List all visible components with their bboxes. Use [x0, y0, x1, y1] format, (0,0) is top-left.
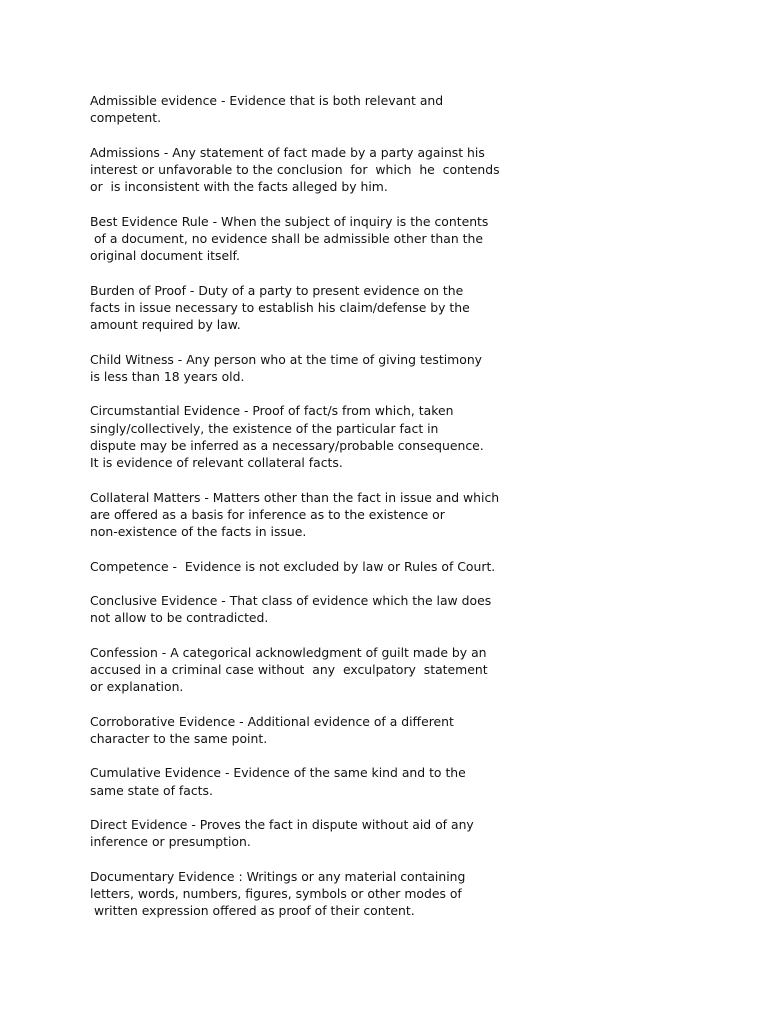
entry-text-line: non-existence of the facts in issue.	[90, 524, 307, 540]
entry-text-line: Child Witness - Any person who at the time of giving testimony	[90, 351, 483, 367]
entry-text-line: are offered as a basis for inference as to the existence or	[90, 506, 445, 522]
glossary-entry	[90, 351, 530, 386]
entry-text-line: Admissible evidence - Evidence that is both relevant and	[90, 93, 444, 108]
entry-text-line: dispute may be inferred as a necessary/probable consequence.	[90, 437, 484, 453]
entry-text-line: interest or unfavorable to the conclusion for which he contends	[90, 161, 500, 177]
entry-text-line: facts in issue necessary to establish his claim/defense by the	[90, 299, 470, 315]
entry-text-line: Competence - Evidence is not excluded by law or Rules of Court.	[90, 558, 496, 574]
entry-text-line: Confession - A categorical acknowledgment of guilt made by an	[90, 644, 487, 660]
entry-text-line: or is inconsistent with the facts alleged by him.	[90, 179, 388, 195]
entry-text-line: Documentary Evidence : Writings or any material containing	[90, 868, 466, 884]
glossary-entry	[90, 282, 530, 334]
entry-text-line: Cumulative Evidence - Evidence of the same kind and to the	[90, 765, 466, 781]
entry-text-line: Corroborative Evidence - Additional evidence of a different	[90, 713, 454, 729]
entry-text-line: singly/collectively, the existence of the particular fact in	[90, 420, 439, 436]
entry-text-line: original document itself.	[90, 248, 240, 264]
entry-text-line: Circumstantial Evidence - Proof of fact/s from which, taken	[90, 403, 454, 419]
entry-text-line: Collateral Matters - Matters other than the fact in issue and which	[90, 489, 500, 505]
entry-text-line: of a document, no evidence shall be admissible other than the	[90, 230, 483, 246]
glossary-entry	[90, 592, 530, 627]
glossary-entry	[90, 816, 530, 851]
entry-text-line: Best Evidence Rule - When the subject of inquiry is the contents	[90, 213, 489, 229]
glossary-entry	[90, 213, 530, 265]
glossary-entry	[90, 92, 530, 127]
entry-text-line: Burden of Proof - Duty of a party to present evidence on the	[90, 282, 464, 298]
entry-text-line: Conclusive Evidence - That class of evidence which the law does	[90, 592, 492, 608]
entry-text-line: amount required by law.	[90, 317, 241, 333]
entry-text-line: Admissions - Any statement of fact made by a party against his	[90, 144, 485, 160]
glossary-entry	[90, 644, 530, 696]
glossary-entries	[90, 92, 530, 937]
entry-text-line: competent.	[90, 110, 162, 126]
glossary-entry	[90, 764, 530, 799]
entry-text-line: or explanation.	[90, 679, 184, 695]
entry-text-line: letters, words, numbers, figures, symbols or other modes of	[90, 886, 462, 902]
entry-text-line: not allow to be contradicted.	[90, 610, 269, 626]
entry-text-line: It is evidence of relevant collateral facts.	[90, 455, 343, 471]
glossary-entry	[90, 144, 530, 196]
glossary-entry	[90, 558, 530, 575]
glossary-entry	[90, 868, 530, 920]
entry-text-line: Direct Evidence - Proves the fact in dispute without aid of any	[90, 817, 474, 833]
glossary-entry	[90, 713, 530, 748]
entry-text-line: same state of facts.	[90, 782, 213, 798]
entry-text-line: character to the same point.	[90, 730, 268, 746]
glossary-entry	[90, 402, 530, 471]
entry-text-line: written expression offered as proof of their content.	[90, 903, 415, 919]
entry-text-line: inference or presumption.	[90, 834, 251, 850]
entry-text-line: accused in a criminal case without any exculpatory statement	[90, 661, 488, 677]
entry-text-line: is less than 18 years old.	[90, 368, 245, 384]
glossary-entry	[90, 489, 530, 541]
